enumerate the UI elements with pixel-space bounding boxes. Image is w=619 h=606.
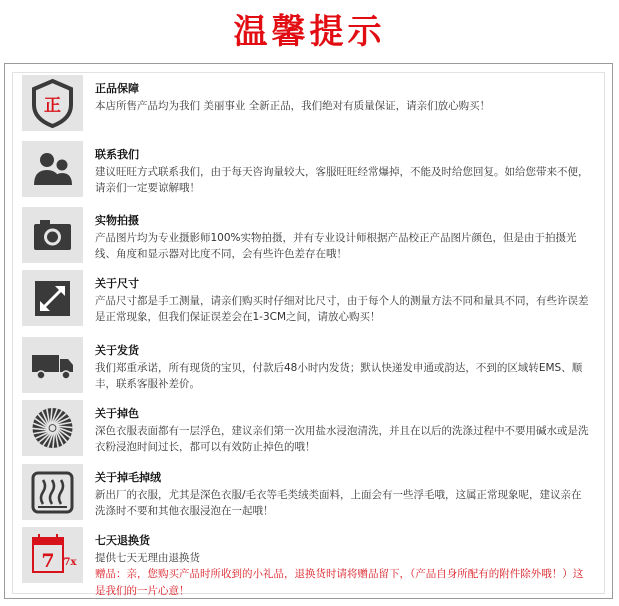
item-desc: 我们郑重承诺，所有现货的宝贝，付款后48小时内发货；默认快递发申通或韵达，不到的区域转EMS、顺丰，联系客服补差价。: [95, 361, 583, 390]
item-title: 联系我们: [95, 148, 139, 161]
calendar-7-icon: [22, 527, 83, 583]
item-desc: 产品尺寸都是手工测量，请亲们购买时仔细对比尺寸，由于每个人的测量方法不同和量具不同，有些许误差是正常现象，但我们保证误差会在1-3CM之间，请放心购买！: [95, 294, 589, 323]
item-title: 关于发货: [95, 344, 139, 357]
gift-note: 赠品：亲，您购买产品时所收到的小礼品，退换货时请将赠品留下，（产品自身所配有的附件除外哦！）这是我们的一片心意！: [95, 568, 584, 597]
contacts-icon: [22, 141, 83, 197]
resize-arrows-icon: [22, 270, 83, 326]
page-title: 温馨提示: [233, 12, 386, 52]
item-title: 实物拍摄: [95, 214, 139, 227]
camera-icon: [22, 207, 83, 263]
item-desc: 提供七天无理由退换货: [95, 551, 200, 564]
svg-text:7x: 7x: [63, 557, 77, 568]
item-desc: 新出厂的衣服，尤其是深色衣服/毛衣等毛类绒类面料，上面会有一些浮毛哦，这属正常现象呢，建议亲在洗涤时不要和其他衣服浸泡在一起哦！: [95, 488, 582, 517]
shield-zheng-icon: [22, 75, 83, 131]
item-title: 七天退换货: [95, 534, 150, 547]
truck-icon: [22, 337, 83, 393]
item-title: 关于掉色: [95, 407, 139, 420]
item-desc: 建议旺旺方式联系我们，由于每天咨询量较大，客服旺旺经常爆掉，不能及时给您回复。如给您带来不便，请亲们一定要谅解哦！: [95, 165, 589, 194]
shield-zheng-char: 正: [44, 96, 61, 116]
calendar-seven-char: 7: [41, 550, 55, 572]
fabric-lint-icon: [22, 464, 83, 520]
item-title: 正品保障: [95, 82, 139, 95]
item-title: 关于掉毛掉绒: [95, 471, 161, 484]
item-title: 关于尺寸: [95, 277, 139, 290]
item-desc: 产品图片均为专业摄影师100%实物拍摄，并有专业设计师根据产品校正产品图片颜色，但是由于拍摄光线、角度和显示器对比度不同，会有些许色差存在哦！: [95, 231, 577, 260]
item-desc: 深色衣服表面都有一层浮色，建议亲们第一次用盐水浸泡清洗，并且在以后的洗涤过程中不要用碱水或是洗衣粉浸泡时间过长，都可以有效防止掉色的哦！: [95, 424, 589, 453]
color-wheel-icon: [22, 400, 83, 456]
item-desc: 本店所售产品均为我们 美丽事业 全新正品，我们绝对有质量保证，请亲们放心购买！: [95, 99, 491, 112]
